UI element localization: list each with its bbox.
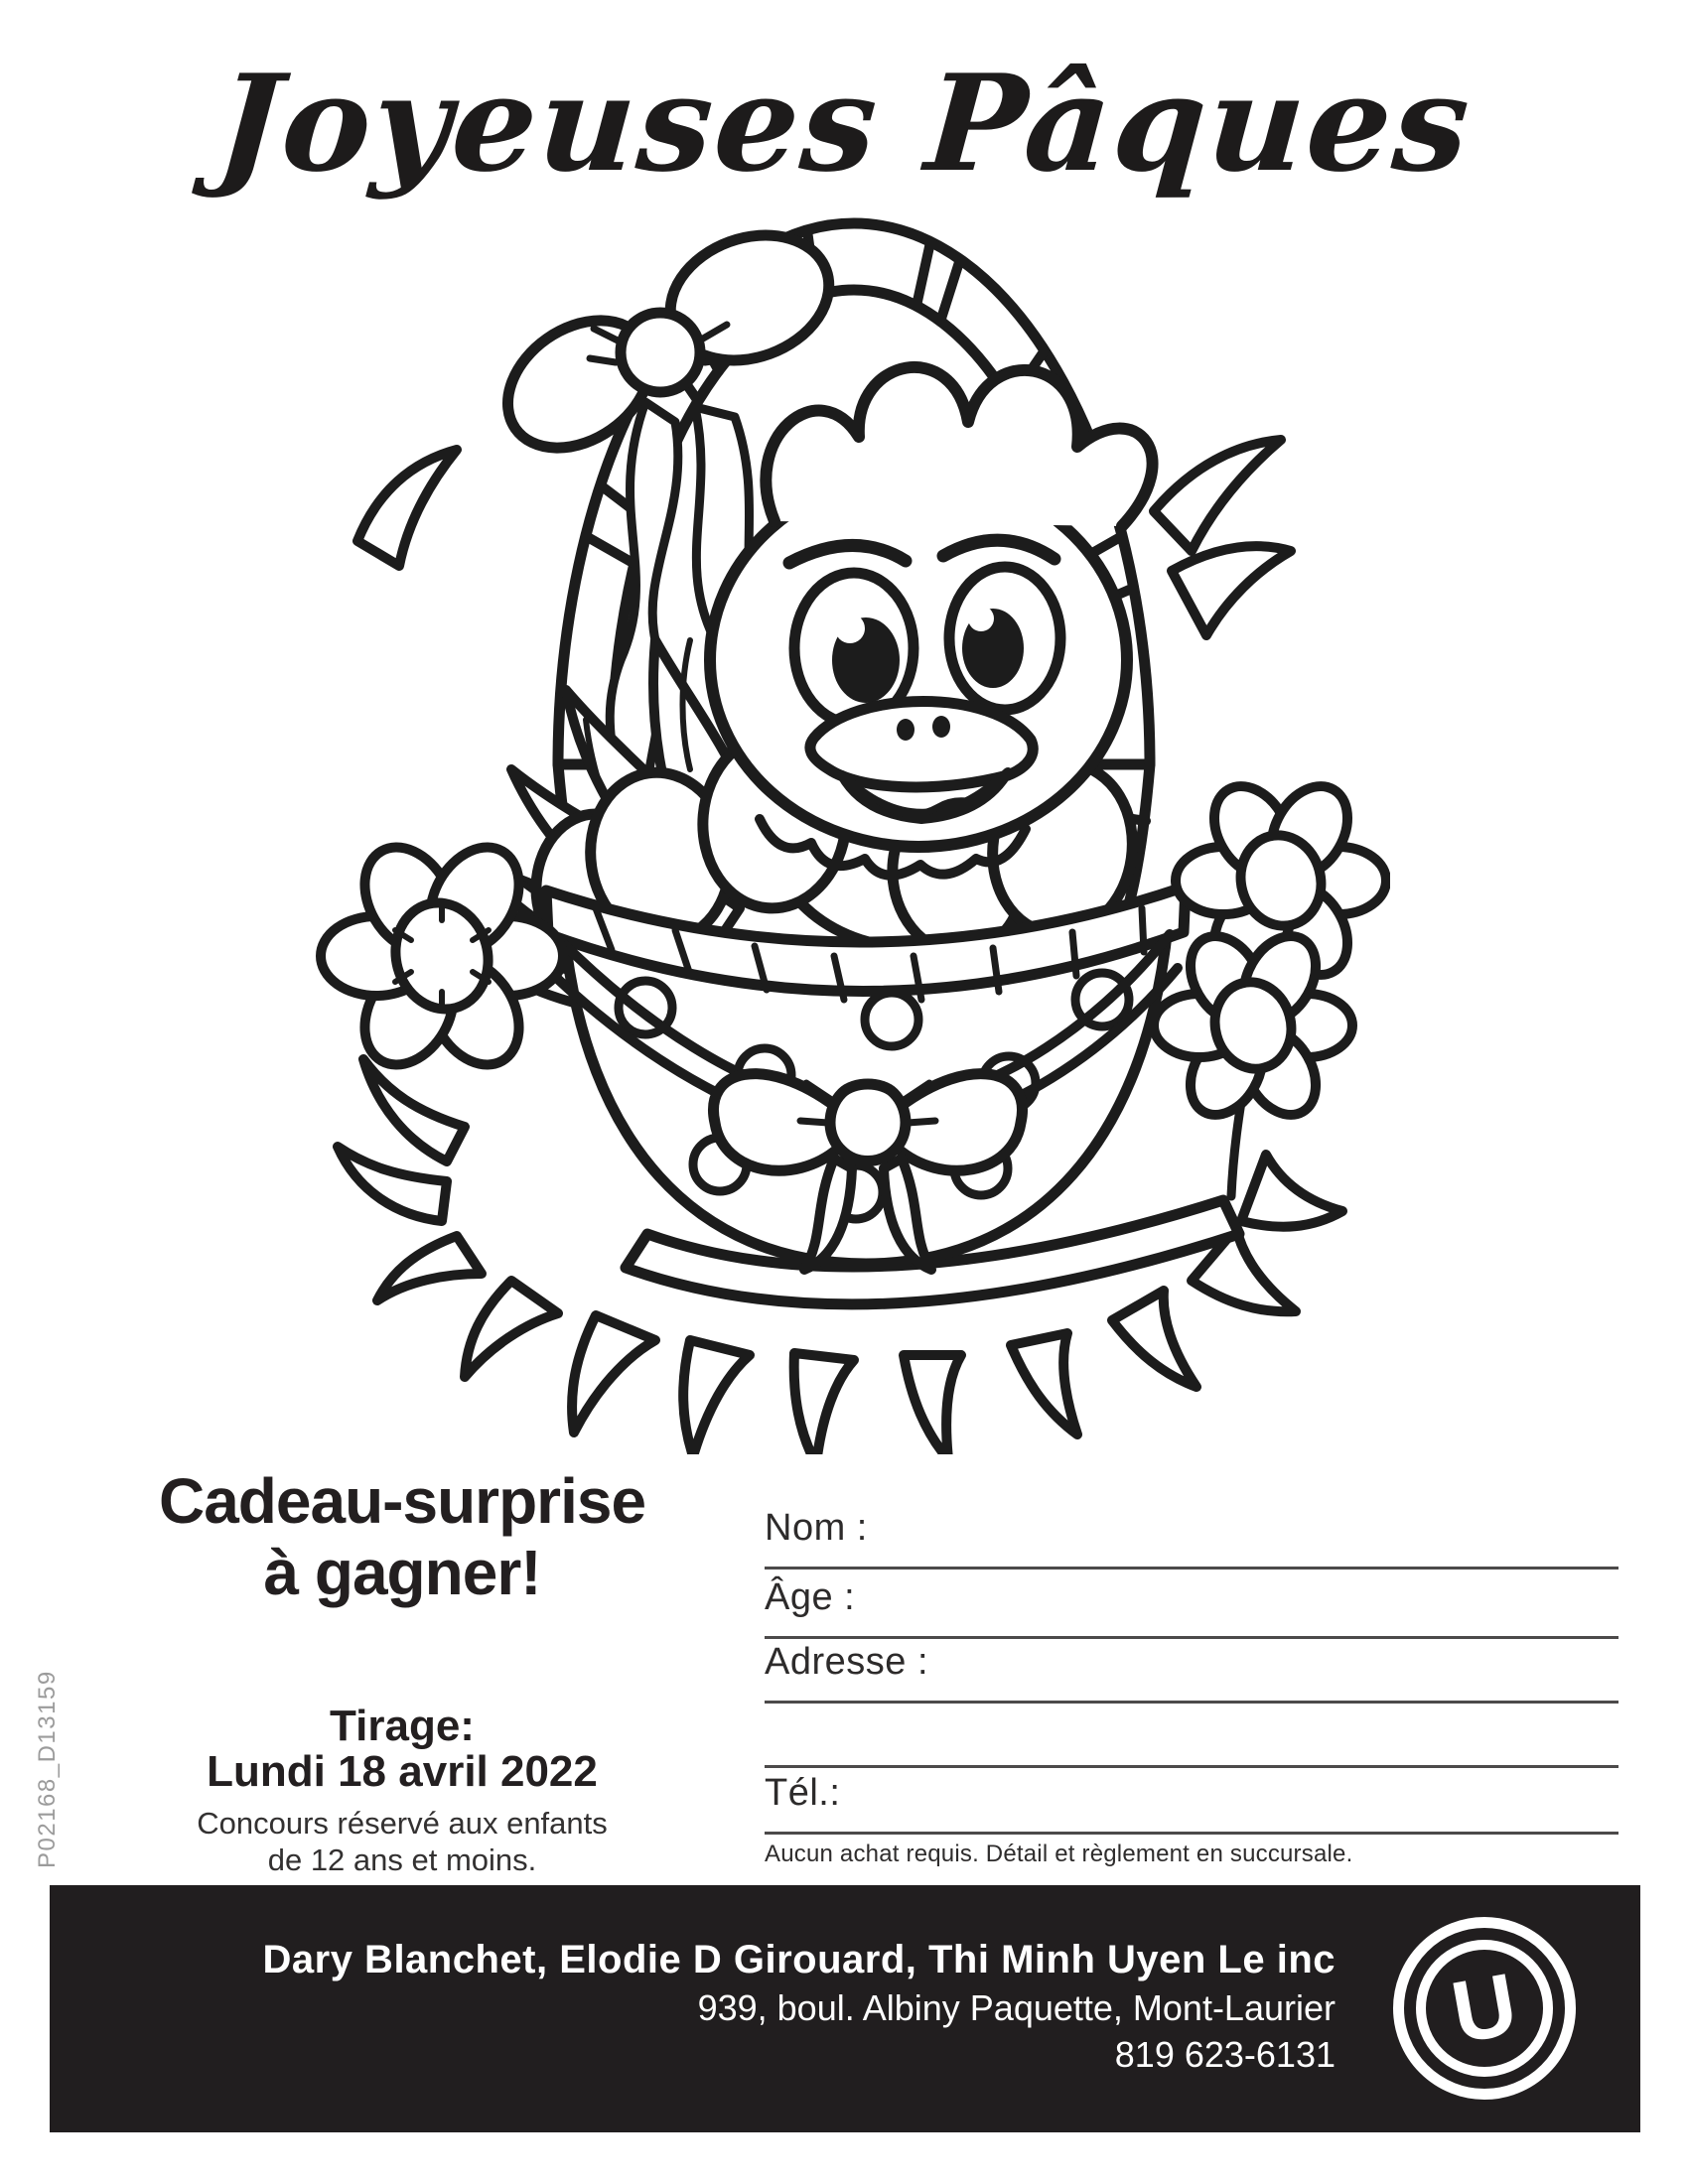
name-label: Nom : [765, 1507, 868, 1549]
footer-owners-line: Dary Blanchet, Elodie D Girouard, Thi Minh Uyen Le inc [262, 1938, 1336, 1981]
basket-bowl-icon [546, 887, 1186, 1264]
age-field-line[interactable] [765, 1576, 1618, 1639]
phone-field-line[interactable] [765, 1772, 1618, 1835]
footer-address-line: 939, boul. Albiny Paquette, Mont-Laurier [697, 1987, 1336, 2028]
draw-date: Lundi 18 avril 2022 [207, 1747, 598, 1796]
uniprix-logo [1393, 1917, 1576, 2100]
eligibility-note [74, 1805, 730, 1878]
contest-disclaimer: Aucun achat requis. Détail et règlement en succursale. [765, 1841, 1353, 1867]
address-field-line[interactable] [765, 1641, 1618, 1704]
uniprix-logo-letter: U [1445, 1954, 1524, 2062]
chick-comb-icon [766, 367, 1152, 526]
address-field-line-2[interactable] [765, 1706, 1618, 1768]
age-label: Âge : [765, 1576, 856, 1618]
eligibility-line1: Concours réservé aux enfants [197, 1806, 608, 1841]
uniprix-logo-inner-ring [1416, 1940, 1553, 2077]
eligibility-line2: de 12 ans et moins. [267, 1843, 537, 1877]
page-title: Joyeuses Pâques [211, 45, 1477, 202]
address-label: Adresse : [765, 1641, 929, 1683]
flower-left-icon [321, 832, 563, 1081]
print-code: P02168_D13159 [34, 1670, 61, 1868]
prize-headline [74, 1465, 730, 1608]
prize-headline-line2: à gagner! [263, 1537, 541, 1608]
flowers-right-icon [1154, 772, 1386, 1196]
draw-block [74, 1704, 730, 1795]
phone-label: Tél.: [765, 1772, 841, 1814]
footer-phone-line: 819 623-6131 [1114, 2034, 1336, 2075]
name-field-line[interactable] [765, 1507, 1618, 1570]
easter-chick-basket-illustration [298, 213, 1390, 1454]
draw-label: Tirage: [330, 1702, 475, 1750]
prize-headline-line1: Cadeau-surprise [158, 1465, 646, 1537]
footer-text [263, 1935, 1336, 2078]
footer-bar [50, 1885, 1640, 2132]
